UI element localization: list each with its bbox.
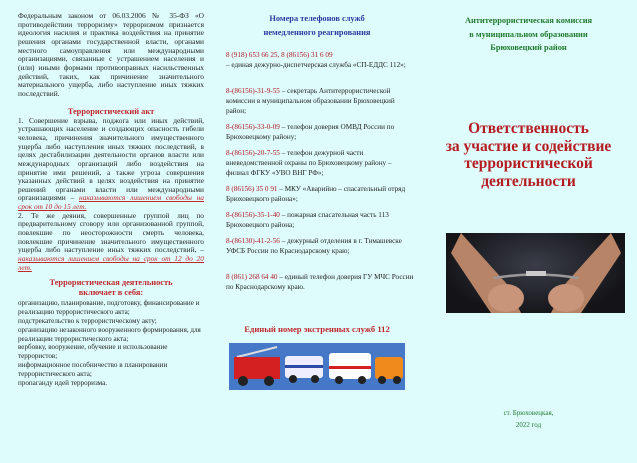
phone-desc: – секретарь Антитеррористической комиссии в муниципальном образовании Брюховецкий район; bbox=[226, 87, 395, 115]
phone-desc: – пожарная спасательная часть 113 Брюховецкого района; bbox=[226, 211, 389, 229]
title-line3: террористической bbox=[464, 155, 593, 172]
phone-number: 8 (918) 653 66 25, 8 (86156) 31 6 09 bbox=[226, 51, 333, 59]
middle-panel bbox=[222, 0, 412, 451]
activity-heading-line1: Террористическая деятельность bbox=[49, 278, 173, 288]
phone-entry bbox=[226, 236, 416, 256]
phone-number: 8-(86156)-31-9-55 bbox=[226, 87, 280, 95]
phone-entry bbox=[226, 184, 416, 204]
activity-heading-line2: включает в себя: bbox=[78, 288, 144, 298]
phone-number: 8 (861) 268 64 40 bbox=[226, 273, 278, 281]
title-line4: деятельности bbox=[481, 172, 576, 190]
brochure-title bbox=[420, 120, 637, 190]
phone-entry bbox=[226, 148, 416, 178]
phones-title-line1: Номера телефонов служб bbox=[269, 14, 365, 23]
phone-number: 8 (86156) 35 0 91 bbox=[226, 185, 278, 193]
org-line1: Антитеррористическая комиссия bbox=[464, 16, 593, 25]
activity-item: организацию, планирование, подготовку, финансирование и реализацию террористического акта; bbox=[18, 299, 200, 317]
handcuffed-hands-photo bbox=[446, 233, 625, 313]
phone-desc: – единый телефон доверия ГУ МЧС России по Краснодарскому краю. bbox=[226, 273, 414, 291]
footer bbox=[420, 407, 637, 431]
phone-entry bbox=[226, 272, 416, 292]
phone-number: 8-(86156)-20-7-55 bbox=[226, 149, 280, 157]
emergency-label: Единый номер экстренных служб 112 bbox=[244, 324, 390, 334]
phones-title-line2: немедленного реагирования bbox=[263, 28, 371, 37]
phone-desc: – МКУ «Аварийно – спасательный отряд Брюховецкого района»; bbox=[226, 185, 406, 203]
activity-item: вербовку, вооружение, обучение и использование террористов; bbox=[18, 343, 168, 361]
phones-title bbox=[222, 12, 412, 40]
emergency-vehicles-image bbox=[229, 343, 405, 390]
activity-heading bbox=[18, 278, 204, 298]
police-car-icon bbox=[285, 356, 323, 383]
act2-punishment: наказываются лишением свободы на срок от 12 до 20 лет. bbox=[18, 254, 204, 272]
act2-text: 2. Те же деяния, совершенные группой лиц по предварительному сговору или организованной группой, повлекшие по неосторожности смерть человека, повлекшие причинение значительного имущественного ущерба либо наступление иных тяжких последствий, – bbox=[18, 210, 204, 255]
act-paragraph-1 bbox=[18, 117, 204, 212]
org-line3: Брюховецкий район bbox=[490, 43, 567, 52]
title-line2: за участие и содействие bbox=[445, 137, 612, 155]
organization-name bbox=[420, 14, 637, 55]
intro-text: Федеральным законом от 06.03.2006 № 35-ФЗ «О противодействии терроризму» терроризмом признается идеология насилия и практика воздействия на принятие решения органами государственной власти, органами местного самоуправления или международными организациями, связанные с устрашением населения и (или) иными формами противоправных насильственных действий, таких, как причинение значительного материального ущерба, либо наступление иных тяжких последствий. bbox=[18, 11, 204, 98]
phone-entry bbox=[226, 210, 416, 230]
ambulance-icon bbox=[329, 353, 371, 384]
phone-desc: – единая дежурно-диспетчерская служба «СП-ЕДДС 112»; bbox=[226, 61, 406, 69]
act-heading: Террористический акт bbox=[67, 106, 155, 116]
rescue-van-icon bbox=[375, 357, 403, 384]
phone-number: 8-(86130)-41-2-56 bbox=[226, 237, 280, 245]
left-panel bbox=[18, 12, 204, 463]
cover-panel bbox=[420, 0, 637, 451]
activity-item: подстрекательство к террористическому акту; bbox=[18, 316, 157, 325]
phone-entry bbox=[226, 86, 416, 116]
footer-year: 2022 год bbox=[515, 421, 542, 429]
phone-entry bbox=[226, 50, 416, 70]
phone-entry bbox=[226, 122, 416, 142]
act-paragraph-2 bbox=[18, 212, 204, 273]
activity-item: организацию незаконного вооруженного формирования, для реализации террористического акта; bbox=[18, 325, 201, 343]
fire-truck-icon bbox=[234, 347, 280, 386]
activity-item: информационное пособничество в планировании террористического акта; bbox=[18, 360, 168, 378]
phone-desc: – телефон доверия ОМВД России по Брюховецкому району; bbox=[226, 123, 395, 141]
phone-desc: – телефон дежурной части вневедомственной охраны по Брюховецкому району – филиал ФГКУ «УВО ВНГ РФ»; bbox=[226, 149, 392, 177]
org-line2: в муниципальном образовании bbox=[469, 29, 588, 39]
act1-text: 1. Совершение взрыва, поджога или иных действий, устрашающих население и создающих опасность гибели человека, причинения значительного имущественного ущерба либо наступления иных тяжких последствий, в целях дестабилизации деятельности органов власти или международных организаций либо воздействия на принятие ими решений, а также угроза совершения указанных действий в целях воздействия на принятие решений органами власти или международными организациями – bbox=[18, 115, 204, 203]
title-line1: Ответственность bbox=[468, 120, 589, 137]
footer-place: ст. Брюховецкая, bbox=[503, 409, 554, 417]
phone-number: 8-(86156)-33-0-09 bbox=[226, 123, 280, 131]
phone-number: 8-(86156)-35-1-40 bbox=[226, 211, 280, 219]
act1-punishment: наказываются лишением свободы на срок от 10 до 15 лет. bbox=[18, 193, 204, 212]
phone-desc: – дежурный отделения в г. Тимашевске УФСБ России по Краснодарскому краю; bbox=[226, 237, 402, 255]
activity-item: пропаганду идей терроризма. bbox=[18, 378, 108, 387]
